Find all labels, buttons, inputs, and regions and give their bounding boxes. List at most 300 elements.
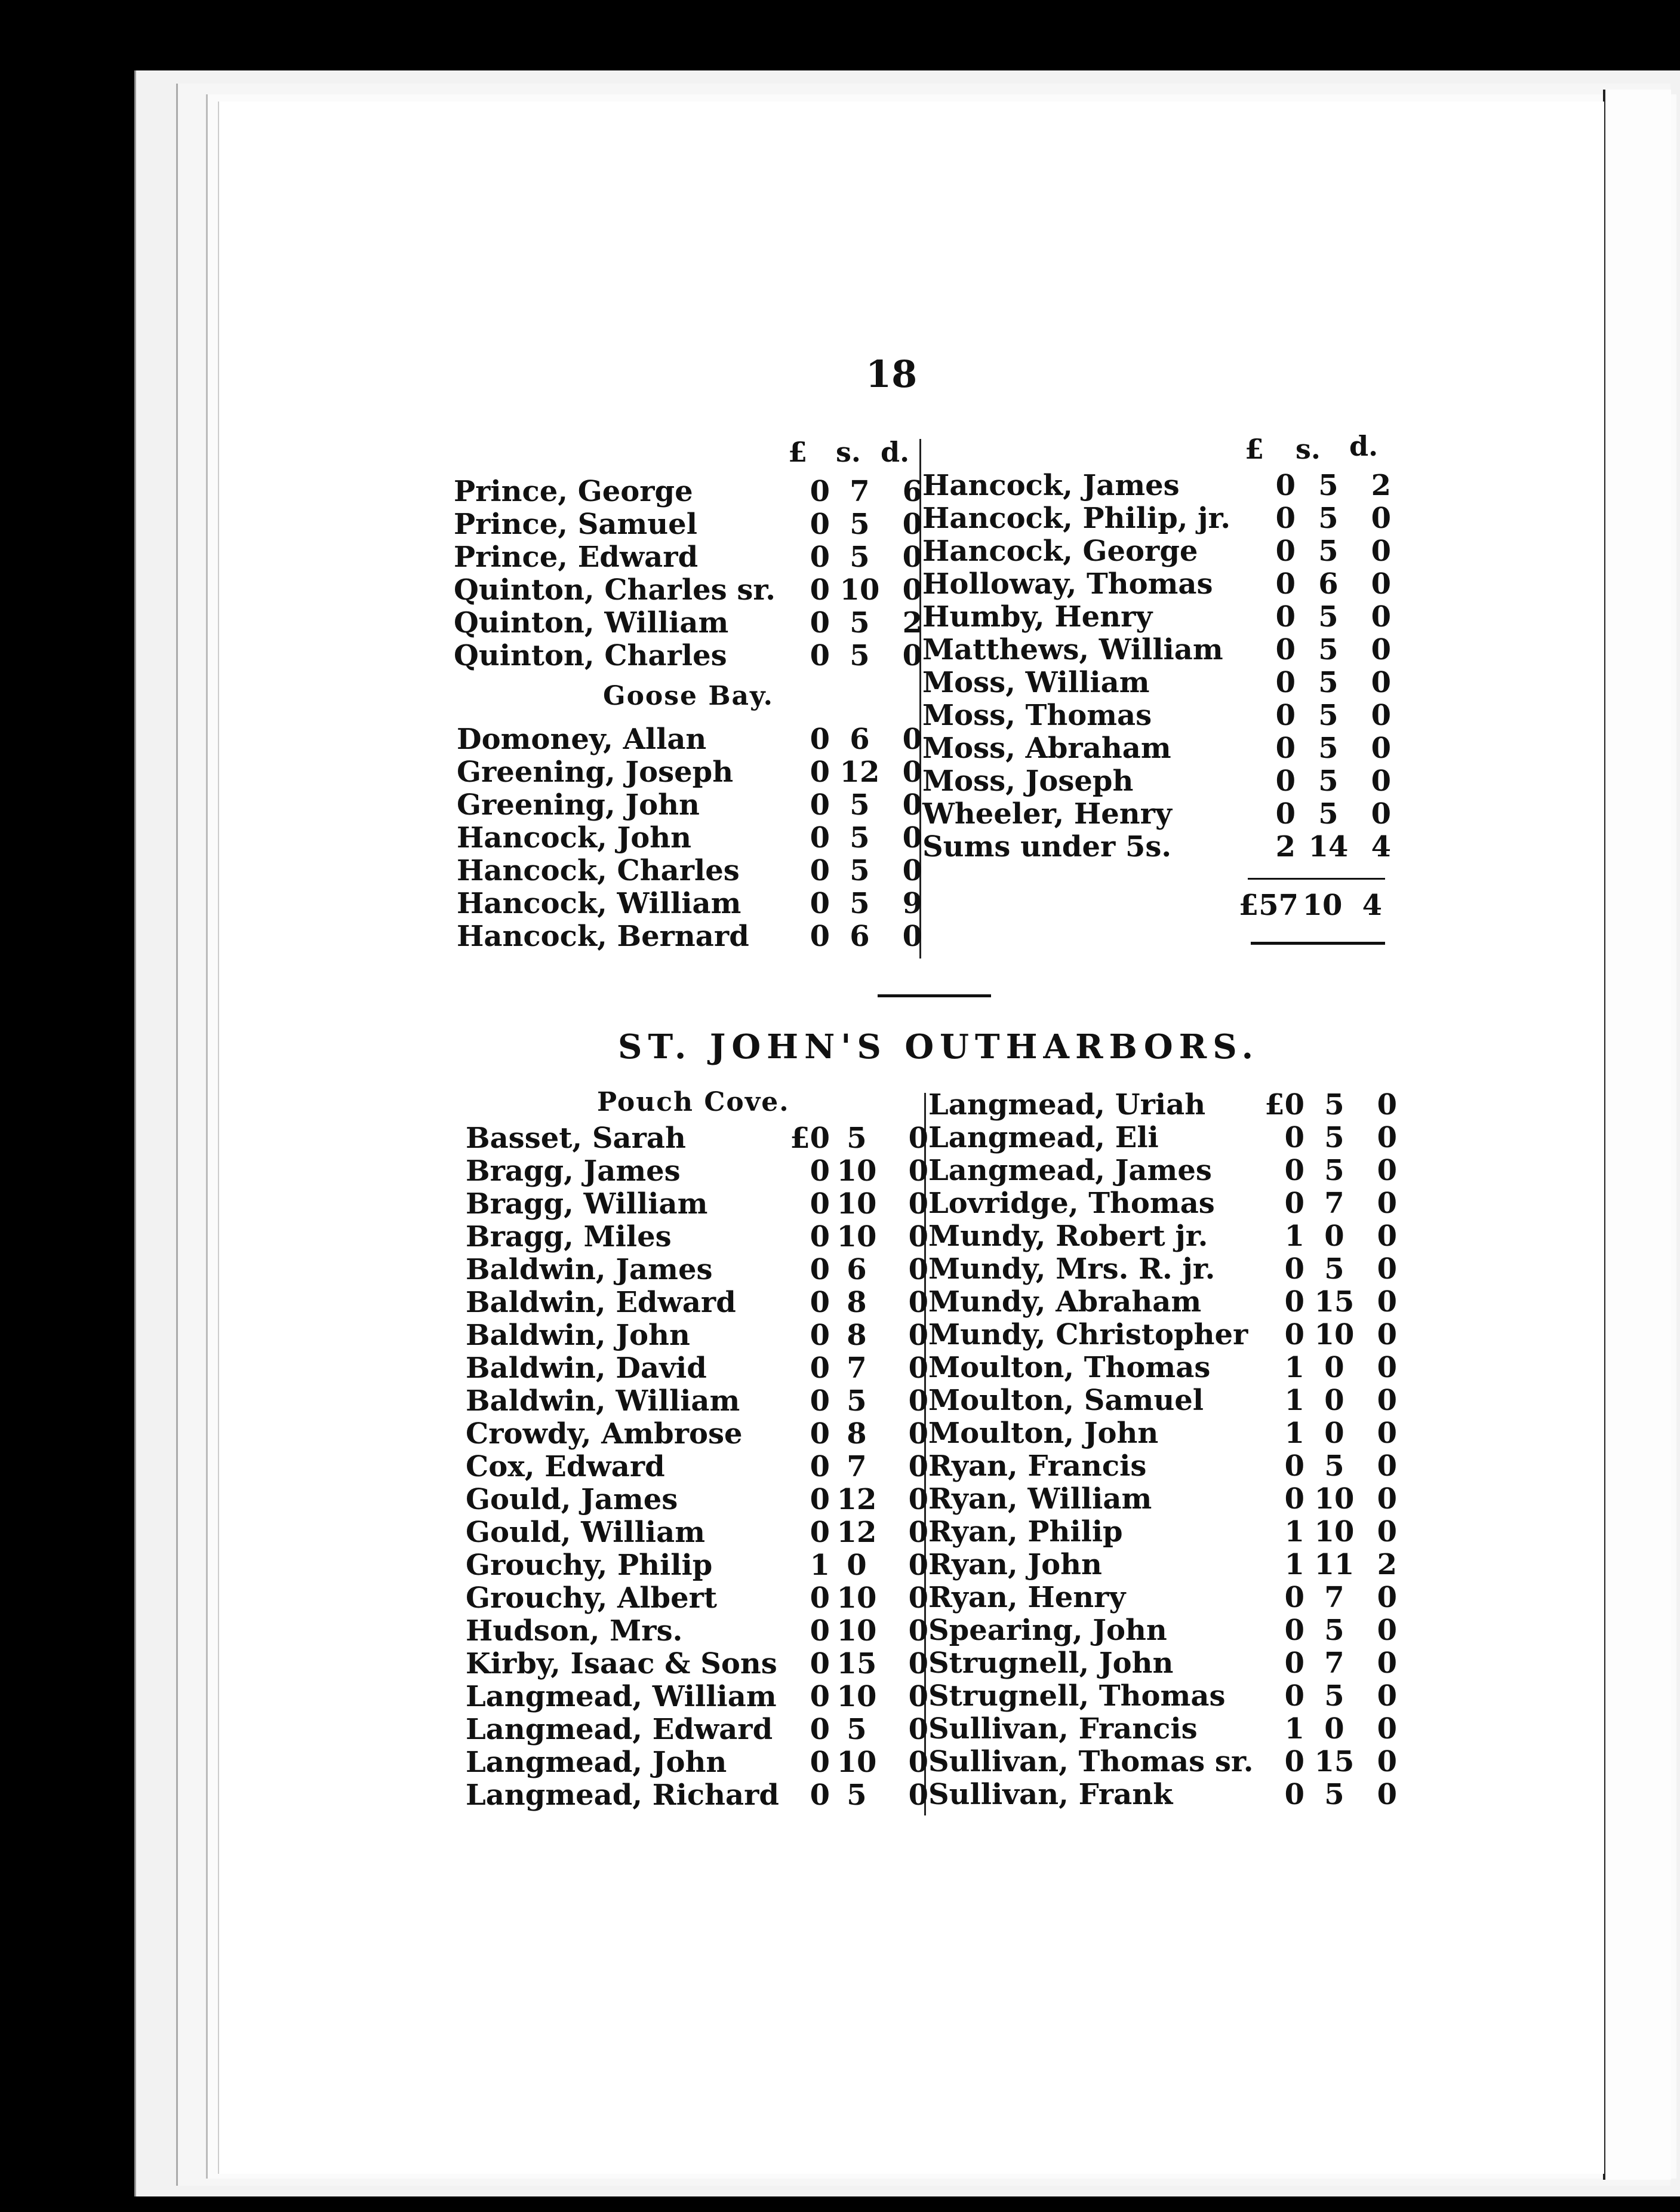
subscriber-name: Moss, Thomas <box>922 699 1152 732</box>
ledger-row <box>466 1286 928 1319</box>
ledger-row <box>928 1679 1397 1713</box>
pounds-header: £ <box>1245 433 1264 465</box>
pence-value: 0 <box>908 1713 928 1746</box>
pounds-value: 1 <box>1284 1384 1304 1417</box>
ledger-row <box>454 508 922 541</box>
pounds-value: 2 <box>1275 830 1296 864</box>
pounds-value: 0 <box>1284 1449 1304 1483</box>
subscriber-name: Matthews, William <box>922 633 1223 666</box>
shillings-value: 10 <box>836 1581 877 1615</box>
pounds-value: 0 <box>1275 502 1296 535</box>
ledger-row <box>928 1745 1397 1778</box>
subscriber-name: Moss, Abraham <box>922 732 1171 765</box>
ledger-row <box>922 732 1391 765</box>
subscriber-name: Moulton, Samuel <box>928 1384 1204 1417</box>
pounds-value: 0 <box>810 573 830 607</box>
pounds-value: 0 <box>1275 567 1296 601</box>
ledger-row <box>466 1187 928 1221</box>
ledger-row <box>928 1219 1397 1253</box>
ledger-row <box>454 606 922 640</box>
shillings-value: 0 <box>1324 1417 1344 1450</box>
pence-value: 0 <box>908 1384 928 1418</box>
pence-value: 0 <box>908 1516 928 1549</box>
shillings-value: 5 <box>850 821 870 855</box>
pounds-value: 0 <box>810 1220 830 1254</box>
pounds-value: 0 <box>810 1778 830 1812</box>
subscriber-name: Sums under 5s. <box>922 830 1172 864</box>
ledger-row <box>466 1647 928 1680</box>
subscriber-name: Humby, Henry <box>922 600 1153 634</box>
ledger-row <box>928 1548 1397 1581</box>
shillings-value: 5 <box>1318 732 1339 765</box>
shillings-value: 14 <box>1308 830 1349 864</box>
subscriber-name: Hancock, George <box>922 534 1198 568</box>
shillings-value: 7 <box>850 475 870 508</box>
total-row <box>922 889 1400 922</box>
ledger-row <box>457 755 922 789</box>
pounds-value: 0 <box>1284 1121 1304 1154</box>
subscriber-name: Hancock, William <box>457 887 741 920</box>
shillings-value: 5 <box>1324 1154 1344 1187</box>
subscriber-name: Cox, Edward <box>466 1450 665 1483</box>
shillings-value: 5 <box>1324 1778 1344 1811</box>
ledger-row <box>466 1746 928 1779</box>
subscriber-name: Mundy, Robert jr. <box>928 1219 1208 1253</box>
ledger-row <box>466 1778 928 1812</box>
shillings-value: 7 <box>847 1450 867 1483</box>
pence-value: 0 <box>908 1614 928 1648</box>
pounds-value: 1 <box>1284 1219 1304 1253</box>
subscriber-name: Quinton, William <box>454 606 729 640</box>
ledger-row <box>928 1712 1397 1746</box>
pence-value: 0 <box>1371 600 1391 634</box>
subscriber-name: Prince, Edward <box>454 540 699 574</box>
pounds-value: 0 <box>1284 1778 1304 1811</box>
subscriber-name: Baldwin, David <box>466 1351 707 1385</box>
shillings-value: 7 <box>1324 1581 1344 1614</box>
subscriber-name: Moulton, John <box>928 1417 1159 1450</box>
subscriber-name: Hancock, John <box>457 821 692 855</box>
pounds-value: 0 <box>810 854 830 887</box>
ledger-row <box>928 1482 1397 1516</box>
ledger-row <box>928 1449 1397 1483</box>
ledger-row <box>466 1122 928 1155</box>
pounds-value: 0 <box>1275 732 1296 765</box>
subscriber-name: Ryan, Philip <box>928 1515 1123 1549</box>
ledger-row <box>928 1384 1397 1417</box>
shillings-value: 6 <box>1318 567 1339 601</box>
pence-value: 0 <box>1377 1088 1397 1122</box>
shillings-value: 10 <box>1314 1515 1355 1549</box>
subscriber-name: Langmead, Uriah <box>928 1088 1206 1122</box>
subscriber-name: Prince, George <box>454 475 693 508</box>
pounds-value: 0 <box>810 639 830 672</box>
pence-value: 0 <box>908 1122 928 1155</box>
shillings-value: 5 <box>1324 1449 1344 1483</box>
pence-value: 0 <box>1377 1614 1397 1647</box>
section-divider <box>878 994 991 997</box>
pounds-value: 0 <box>810 540 830 574</box>
subscriber-name: Gould, James <box>466 1483 678 1516</box>
pence-value: 0 <box>902 540 922 574</box>
pence-value: 0 <box>1371 699 1391 732</box>
shillings-value: 6 <box>847 1253 867 1286</box>
facing-page-edge <box>1603 90 1671 2180</box>
pounds-value: 1 <box>810 1549 830 1582</box>
ledger-row <box>922 666 1391 699</box>
pence-value: 0 <box>1377 1712 1397 1746</box>
pence-value: 0 <box>1377 1384 1397 1417</box>
shillings-value: 5 <box>850 788 870 822</box>
ledger-row <box>922 830 1391 864</box>
pence-value: 0 <box>908 1187 928 1221</box>
pence-value: 0 <box>908 1647 928 1680</box>
ledger-row <box>928 1252 1397 1286</box>
shillings-value: 7 <box>1324 1187 1344 1220</box>
pounds-value: 0 <box>810 1647 830 1680</box>
shillings-value: 8 <box>847 1286 867 1319</box>
shillings-value: 10 <box>836 1154 877 1188</box>
pence-value: 0 <box>1371 797 1391 831</box>
shillings-value: 10 <box>836 1220 877 1254</box>
total-pounds: £57 <box>1238 889 1299 922</box>
pence-value: 0 <box>1377 1351 1397 1384</box>
page-number: 18 <box>866 352 918 396</box>
subscriber-name: Sullivan, Francis <box>928 1712 1198 1746</box>
ledger-row <box>466 1614 928 1648</box>
pence-value: 0 <box>902 723 922 756</box>
subscriber-name: Langmead, William <box>466 1680 777 1713</box>
shillings-value: 5 <box>1324 1679 1344 1713</box>
shillings-value: 5 <box>1318 666 1339 699</box>
pounds-value: 0 <box>810 1680 830 1713</box>
pence-value: 0 <box>1371 633 1391 666</box>
pence-value: 0 <box>908 1154 928 1188</box>
subscriber-name: Ryan, Henry <box>928 1581 1126 1614</box>
pounds-value: 0 <box>810 1450 830 1483</box>
pence-value: 0 <box>1377 1581 1397 1614</box>
ledger-row <box>928 1285 1397 1319</box>
ledger-row <box>922 764 1391 798</box>
shillings-value: 0 <box>1324 1351 1344 1384</box>
shillings-value: 8 <box>847 1417 867 1451</box>
subscriber-name: Ryan, Francis <box>928 1449 1147 1483</box>
ledger-row <box>928 1318 1397 1351</box>
total-double-rule <box>1251 942 1385 945</box>
pounds-value: 0 <box>1275 797 1296 831</box>
ledger-row <box>457 788 922 822</box>
pence-value: 0 <box>1377 1187 1397 1220</box>
pence-value: 0 <box>1377 1121 1397 1154</box>
subscriber-name: Greening, John <box>457 788 700 822</box>
subscriber-name: Langmead, Edward <box>466 1713 773 1746</box>
ledger-row <box>466 1450 928 1483</box>
pounds-value: 0 <box>1284 1614 1304 1647</box>
shillings-value: 7 <box>1324 1646 1344 1680</box>
shillings-value: 10 <box>836 1746 877 1779</box>
total-shillings: 10 <box>1302 889 1343 922</box>
pounds-value: 0 <box>1284 1482 1304 1516</box>
pounds-value: 0 <box>810 887 830 920</box>
shillings-value: 5 <box>1324 1614 1344 1647</box>
shillings-value: 0 <box>1324 1219 1344 1253</box>
subscriber-name: Crowdy, Ambrose <box>466 1417 743 1451</box>
shillings-value: 5 <box>847 1713 867 1746</box>
pence-value: 0 <box>902 854 922 887</box>
subscriber-name: Grouchy, Albert <box>466 1581 718 1615</box>
pence-value: 0 <box>908 1581 928 1615</box>
pence-value: 0 <box>902 920 922 953</box>
ledger-row <box>457 723 922 756</box>
shillings-value: 5 <box>1318 699 1339 732</box>
pence-value: 0 <box>902 788 922 822</box>
pence-value: 0 <box>908 1319 928 1352</box>
pence-value: 0 <box>908 1746 928 1779</box>
shillings-value: 10 <box>836 1680 877 1713</box>
subscriber-name: Hancock, James <box>922 469 1180 502</box>
pounds-value: 0 <box>810 1286 830 1319</box>
ledger-row <box>922 699 1391 732</box>
ledger-row <box>928 1646 1397 1680</box>
pence-header: d. <box>881 436 910 468</box>
pence-value: 0 <box>1377 1252 1397 1286</box>
pounds-value: 0 <box>810 1516 830 1549</box>
ledger-row <box>466 1253 928 1286</box>
pounds-value: 0 <box>1284 1285 1304 1319</box>
pounds-value: 0 <box>810 1187 830 1221</box>
subscriber-name: Baldwin, Edward <box>466 1286 736 1319</box>
shillings-value: 5 <box>850 854 870 887</box>
ledger-row <box>928 1778 1397 1811</box>
pence-value: 0 <box>1377 1745 1397 1778</box>
pounds-value: 1 <box>1284 1712 1304 1746</box>
shillings-value: 15 <box>1314 1285 1355 1319</box>
pence-value: 0 <box>1371 732 1391 765</box>
pounds-value: 1 <box>1284 1417 1304 1450</box>
ledger-row <box>928 1417 1397 1450</box>
subscriber-name: Mundy, Abraham <box>928 1285 1202 1319</box>
pounds-value: 0 <box>1284 1679 1304 1713</box>
pence-value: 0 <box>908 1417 928 1451</box>
ledger-row <box>457 854 922 887</box>
ledger-row <box>928 1351 1397 1384</box>
shillings-value: 5 <box>850 887 870 920</box>
shillings-value: 10 <box>1314 1482 1355 1516</box>
shillings-value: 5 <box>1318 764 1339 798</box>
subscriber-name: Strugnell, Thomas <box>928 1679 1226 1713</box>
shillings-value: 15 <box>1314 1745 1355 1778</box>
ledger-row <box>928 1088 1397 1122</box>
pence-value: 0 <box>1371 567 1391 601</box>
pence-value: 0 <box>1377 1778 1397 1811</box>
subscriber-name: Greening, Joseph <box>457 755 734 789</box>
pounds-value: 1 <box>1284 1351 1304 1384</box>
subscriber-name: Quinton, Charles sr. <box>454 573 776 607</box>
subscriber-name: Sullivan, Frank <box>928 1778 1173 1811</box>
pounds-value: 0 <box>810 1253 830 1286</box>
ledger-row <box>922 797 1391 831</box>
pounds-value: 1 <box>1284 1515 1304 1549</box>
ledger-row <box>928 1581 1397 1614</box>
pence-value: 0 <box>1377 1515 1397 1549</box>
pence-value: 0 <box>1377 1154 1397 1187</box>
pence-value: 0 <box>908 1549 928 1582</box>
pence-value: 9 <box>902 887 922 920</box>
subscriber-name: Domoney, Allan <box>457 723 707 756</box>
subscriber-name: Langmead, Eli <box>928 1121 1159 1154</box>
pounds-value: 0 <box>1284 1318 1304 1351</box>
subscriber-name: Basset, Sarah <box>466 1122 686 1155</box>
pence-value: 0 <box>1377 1417 1397 1450</box>
shillings-value: 5 <box>847 1778 867 1812</box>
pence-value: 0 <box>902 508 922 541</box>
pounds-value: 0 <box>810 475 830 508</box>
subscriber-name: Grouchy, Philip <box>466 1549 713 1582</box>
pence-value: 0 <box>1371 502 1391 535</box>
pence-value: 0 <box>1371 666 1391 699</box>
ledger-row <box>922 469 1391 502</box>
pounds-value: 0 <box>1284 1187 1304 1220</box>
shillings-value: 11 <box>1314 1548 1355 1581</box>
ledger-row <box>466 1319 928 1352</box>
subscriber-name: Mundy, Christopher <box>928 1318 1248 1351</box>
subscriber-name: Bragg, William <box>466 1187 708 1221</box>
ledger-row <box>454 639 922 672</box>
ledger-row <box>454 573 922 607</box>
shillings-value: 5 <box>1324 1088 1344 1122</box>
pounds-value: 0 <box>810 1483 830 1516</box>
subscriber-name: Kirby, Isaac & Sons <box>466 1647 777 1680</box>
ledger-row <box>466 1680 928 1713</box>
subscriber-name: Bragg, Miles <box>466 1220 672 1254</box>
goose-bay-heading: Goose Bay. <box>603 681 774 711</box>
pounds-value: 0 <box>1284 1252 1304 1286</box>
pence-value: 0 <box>908 1220 928 1254</box>
subscriber-name: Gould, William <box>466 1516 706 1549</box>
pounds-value: 0 <box>810 1319 830 1352</box>
pence-value: 0 <box>902 573 922 607</box>
pounds-value: 0 <box>810 755 830 789</box>
shillings-value: 5 <box>1318 633 1339 666</box>
shillings-value: 0 <box>847 1549 867 1582</box>
shillings-value: 0 <box>1324 1384 1344 1417</box>
ledger-row <box>922 567 1391 601</box>
pence-value: 0 <box>1377 1285 1397 1319</box>
ledger-row <box>466 1516 928 1549</box>
subscriber-name: Bragg, James <box>466 1154 681 1188</box>
pounds-header: £ <box>788 436 808 468</box>
shillings-value: 5 <box>847 1384 867 1418</box>
subscriber-name: Mundy, Mrs. R. jr. <box>928 1252 1216 1286</box>
pence-value: 0 <box>1377 1646 1397 1680</box>
pounds-value: 0 <box>1275 699 1296 732</box>
shillings-value: 5 <box>1318 469 1339 502</box>
shillings-value: 6 <box>850 723 870 756</box>
subscriber-name: Moss, William <box>922 666 1150 699</box>
shillings-value: 15 <box>836 1647 877 1680</box>
pounds-value: 0 <box>810 1154 830 1188</box>
pence-value: 0 <box>902 639 922 672</box>
pounds-value: 0 <box>810 606 830 640</box>
ledger-row <box>466 1220 928 1254</box>
shillings-value: 5 <box>1318 534 1339 568</box>
pence-value: 0 <box>1377 1219 1397 1253</box>
ledger-row <box>928 1154 1397 1187</box>
subscriber-name: Hancock, Philip, jr. <box>922 502 1231 535</box>
pence-value: 0 <box>902 821 922 855</box>
ledger-row <box>922 600 1391 634</box>
shillings-value: 10 <box>836 1187 877 1221</box>
ledger-row <box>922 534 1391 568</box>
ledger-row <box>454 475 922 508</box>
ledger-row <box>922 502 1391 535</box>
shillings-value: 5 <box>1318 797 1339 831</box>
shillings-value: 5 <box>850 606 870 640</box>
ledger-row <box>466 1549 928 1582</box>
ledger-row <box>928 1187 1397 1220</box>
pounds-value: 0 <box>810 1384 830 1418</box>
shillings-value: 5 <box>850 639 870 672</box>
pounds-value: £0 <box>790 1122 830 1155</box>
pounds-value: 0 <box>1275 764 1296 798</box>
pounds-value: 0 <box>810 1581 830 1615</box>
pounds-value: 0 <box>810 1713 830 1746</box>
shillings-value: 12 <box>836 1483 877 1516</box>
pounds-value: 0 <box>1275 534 1296 568</box>
subscriber-name: Ryan, John <box>928 1548 1102 1581</box>
shillings-header: s. <box>836 436 861 468</box>
pounds-value: 0 <box>1275 469 1296 502</box>
shillings-value: 10 <box>1314 1318 1355 1351</box>
pence-value: 0 <box>908 1253 928 1286</box>
shillings-value: 6 <box>850 920 870 953</box>
ledger-row <box>466 1483 928 1516</box>
pence-value: 2 <box>902 606 922 640</box>
pounds-value: 0 <box>1275 633 1296 666</box>
subscriber-name: Hancock, Bernard <box>457 920 749 953</box>
pence-value: 0 <box>908 1778 928 1812</box>
subscriber-name: Langmead, Richard <box>466 1778 779 1812</box>
pouch-cove-heading: Pouch Cove. <box>597 1087 790 1117</box>
shillings-value: 0 <box>1324 1712 1344 1746</box>
pounds-value: 0 <box>810 1746 830 1779</box>
subscriber-name: Wheeler, Henry <box>922 797 1172 831</box>
pounds-value: 0 <box>810 723 830 756</box>
ledger-row <box>928 1121 1397 1154</box>
subscriber-name: Spearing, John <box>928 1614 1167 1647</box>
subscriber-name: Prince, Samuel <box>454 508 697 541</box>
subscriber-name: Strugnell, John <box>928 1646 1174 1680</box>
pounds-value: 0 <box>810 920 830 953</box>
pounds-value: 0 <box>810 1614 830 1648</box>
ledger-row <box>466 1351 928 1385</box>
pence-header: d. <box>1349 430 1379 462</box>
pence-value: 0 <box>1371 534 1391 568</box>
pounds-value: 0 <box>810 788 830 822</box>
pounds-value: 0 <box>1284 1581 1304 1614</box>
pounds-value: 0 <box>1284 1745 1304 1778</box>
subscriber-name: Baldwin, James <box>466 1253 713 1286</box>
subscriber-name: Lovridge, Thomas <box>928 1187 1215 1220</box>
subscriber-name: Moss, Joseph <box>922 764 1134 798</box>
pence-value: 2 <box>1377 1548 1397 1581</box>
subscriber-name: Baldwin, William <box>466 1384 740 1418</box>
subscriber-name: Holloway, Thomas <box>922 567 1213 601</box>
subscriber-name: Hudson, Mrs. <box>466 1614 683 1648</box>
subscriber-name: Hancock, Charles <box>457 854 740 887</box>
ledger-row <box>457 887 922 920</box>
ledger-row <box>466 1417 928 1451</box>
